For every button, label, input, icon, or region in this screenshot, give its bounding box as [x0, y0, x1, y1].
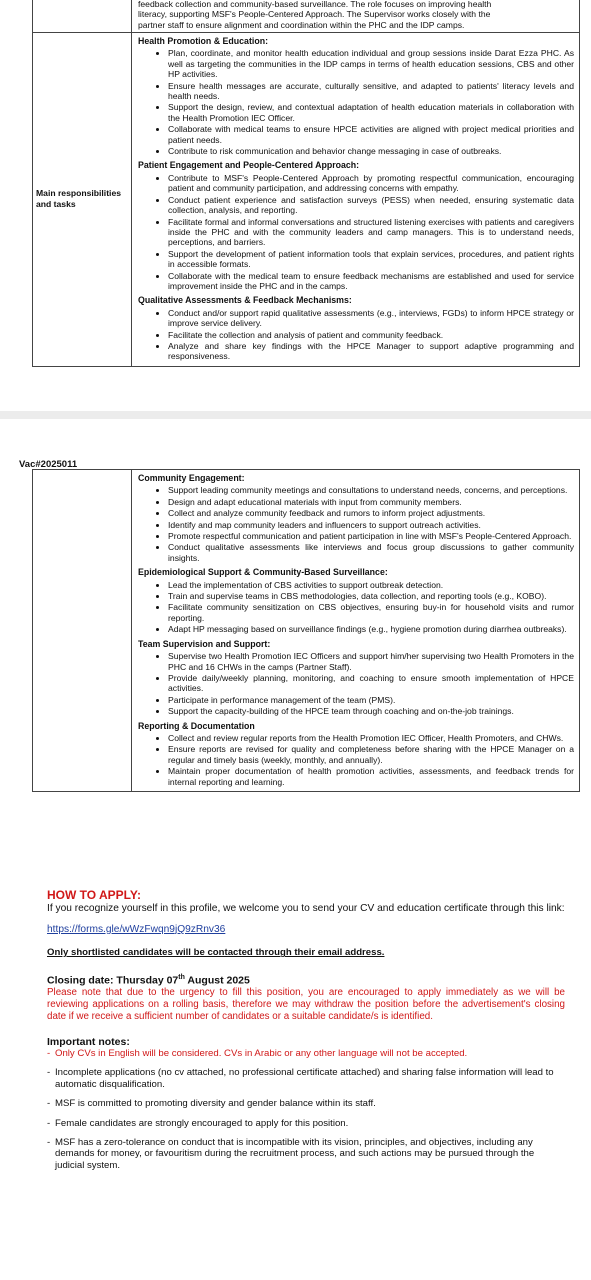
application-form-link[interactable]: https://forms.gle/wWzFwqn9jQ9zRnv36	[47, 923, 226, 935]
bullet-item: • Adapt HP messaging based on surveillance findings (e.g., hygiene promotion during diarrhea outbreaks).	[168, 624, 574, 634]
intro-cell	[132, 0, 580, 33]
section-heading: Community Engagement:	[138, 473, 245, 483]
section-heading: Reporting & Documentation	[138, 720, 255, 731]
intro-line: partner staff to ensure alignment and coordination within the PHC and the IDP camps.	[138, 19, 465, 30]
section-heading: Team Supervision and Support:	[138, 638, 271, 649]
bullet-item: • Support the capacity-building of the HPCE team through coaching and on-the-job trainings.	[168, 706, 574, 716]
intro-line: feedback collection and community-based surveillance. The role focuses on improving health	[138, 0, 492, 9]
responsibilities-content	[132, 33, 579, 362]
bullet-item: • Facilitate the collection and analysis of patient and community feedback.	[168, 330, 574, 340]
row-label-cell	[33, 33, 132, 367]
row-label: Main responsibilities and tasks	[36, 188, 122, 210]
bullet-item: • Participate in performance management of the team (PMS).	[168, 695, 574, 705]
note-item: - Only CVs in English will be considered. CVs in Arabic or any other language will not be accepted.	[47, 1047, 468, 1059]
responsibilities-cell	[132, 33, 580, 367]
section-heading: Qualitative Assessments & Feedback Mechanisms:	[138, 295, 352, 306]
document-page-1	[0, 0, 591, 411]
responsibilities-table-continued	[32, 469, 580, 792]
bullet-item: • Identify and map community leaders and influencers to support outreach activities.	[168, 520, 574, 530]
bullet-list	[138, 733, 574, 787]
document-page-2	[0, 419, 591, 1280]
bullet-item: • Supervise two Health Promotion IEC Officers and support him/her supervising two Health Promoters in the PHC and 16 CHWs in the camps (Partner Staff).	[168, 651, 574, 672]
bullet-item: • Lead the implementation of CBS activities to support outbreak detection.	[168, 580, 574, 590]
bullet-item: • Collaborate with medical teams to ensure HPCE activities are aligned with project medical priorities and patient needs.	[168, 124, 574, 145]
bullet-item: • Train and supervise teams in CBS methodologies, data collection, and reporting tools (e.g., KOBO).	[168, 591, 574, 601]
apply-instructions: If you recognize yourself in this profile, we welcome you to send your CV and education certificate through this link:	[47, 903, 565, 915]
bullet-item: • Collect and analyze community feedback and rumors to inform project adjustments.	[168, 508, 574, 518]
bullet-item: • Maintain proper documentation of health promotion activities, assessments, and feedback trends for internal reporting and learning.	[168, 766, 574, 787]
bullet-item: • Design and adapt educational materials with input from community members.	[168, 497, 574, 507]
bullet-item: • Support the design, review, and contextual adaptation of health education materials in collaboration with the Health Promotion IEC Officer.	[168, 102, 574, 123]
bullet-item: • Analyze and share key findings with the HPCE Manager to support adaptive programming and responsiveness.	[168, 341, 574, 362]
note-item: - MSF is committed to promoting diversity and gender balance within its staff.	[47, 1098, 376, 1110]
bullet-list	[138, 48, 574, 156]
bullet-item: • Contribute to risk communication and behavior change messaging in case of outbreaks.	[168, 146, 574, 156]
bullet-list	[138, 651, 574, 716]
section-heading: Epidemiological Support & Community-Based Surveillance:	[138, 567, 388, 578]
note-item: - Female candidates are strongly encouraged to apply for this position.	[47, 1117, 349, 1129]
bullet-list	[138, 173, 574, 291]
bullet-item: • Ensure health messages are accurate, culturally sensitive, and adapted to patients' literacy levels and health needs.	[168, 81, 574, 102]
bullet-item: • Collect and review regular reports from the Health Promotion IEC Officer, Health Promoters, and CHWs.	[168, 733, 574, 743]
bullet-list	[138, 308, 574, 362]
responsibilities-content	[132, 470, 579, 787]
vacancy-number: Vac#2025011	[19, 459, 78, 470]
bullet-list	[138, 580, 574, 635]
section-heading: Health Promotion & Education:	[138, 36, 268, 46]
note-item: - MSF has a zero-tolerance on conduct that is incompatible with its vision, principles, and objectives, including any demands for money, or favouritism during the recruitment process, and such actions may be pursued through the judicial system.	[47, 1136, 535, 1171]
bullet-item: • Support the development of patient information tools that explain services, procedures, and patient rights in accessible formats.	[168, 249, 574, 270]
urgency-notice: Please note that due to the urgency to fill this position, you are encouraged to apply immediately as we will be reviewing applications on a rolling basis, therefore we may withdraw the position before the advertisement's closing date if we receive a sufficient number of candidates or a suitable candidate/s is identified.	[47, 986, 565, 1022]
bullet-list	[138, 485, 574, 563]
bullet-item: • Facilitate community sensitization on CBS objectives, ensuring buy-in for household visits and rumor reporting.	[168, 602, 574, 623]
bullet-item: • Conduct qualitative assessments like interviews and focus group discussions to gather community insights.	[168, 542, 574, 563]
bullet-item: • Collaborate with the medical team to ensure feedback mechanisms are established and used for service improvement inside the PHC and in the camps.	[168, 271, 574, 292]
bullet-item: • Conduct patient experience and satisfaction surveys (PESS) when needed, ensuring systematic data collection, analysis, and reporting.	[168, 195, 574, 216]
how-to-apply-heading: HOW TO APPLY:	[47, 888, 142, 902]
bullet-item: • Facilitate formal and informal conversations and structured listening exercises with patients and caregivers inside the PHC and with the community leaders and camp managers. This is to understand needs, perceptions, and barriers.	[168, 217, 574, 248]
how-to-apply-section	[47, 889, 565, 1171]
bullet-item: • Provide daily/weekly planning, monitoring, and coaching to ensure smooth implementation of HPCE activities.	[168, 673, 574, 694]
bullet-item: • Ensure reports are revised for quality and completeness before sharing with the HPCE Manager on a regular and timely basis (weekly, monthly, and annually).	[168, 744, 574, 765]
note-item: - Incomplete applications (no cv attached, no professional certificate attached) and sharing false information will lead to automatic disqualification.	[47, 1067, 554, 1090]
section-heading: Patient Engagement and People-Centered Approach:	[138, 160, 360, 171]
bullet-item: • Conduct and/or support rapid qualitative assessments (e.g., interviews, FGDs) to inform HPCE strategy or improve service delivery.	[168, 308, 574, 329]
bullet-item: • Plan, coordinate, and monitor health education individual and group sessions inside Darat Ezza PHC. As well as targeting the communities in the IDP camps in terms of health education sessions, CBS and other HP activities.	[168, 48, 574, 79]
page-separator	[0, 411, 591, 419]
intro-line: literacy, supporting MSF's People-Centered Approach. The Supervisor works closely with the	[138, 9, 491, 20]
bullet-item: • Support leading community meetings and consultations to understand needs, concerns, and perceptions.	[168, 485, 574, 495]
closing-date: Closing date: Thursday 07th August 2025	[47, 973, 250, 987]
responsibilities-table	[32, 0, 580, 367]
bullet-item: • Promote respectful communication and patient participation in line with MSF's People-Centered Approach.	[168, 531, 574, 541]
responsibilities-cell	[132, 470, 580, 792]
bullet-item: • Contribute to MSF's People-Centered Approach by promoting respectful communication, encouraging patient and community participation, and addressing concerns with empathy.	[168, 173, 574, 194]
shortlist-notice: Only shortlisted candidates will be contacted through their email address.	[47, 947, 385, 959]
important-notes-heading: Important notes:	[47, 1035, 130, 1048]
